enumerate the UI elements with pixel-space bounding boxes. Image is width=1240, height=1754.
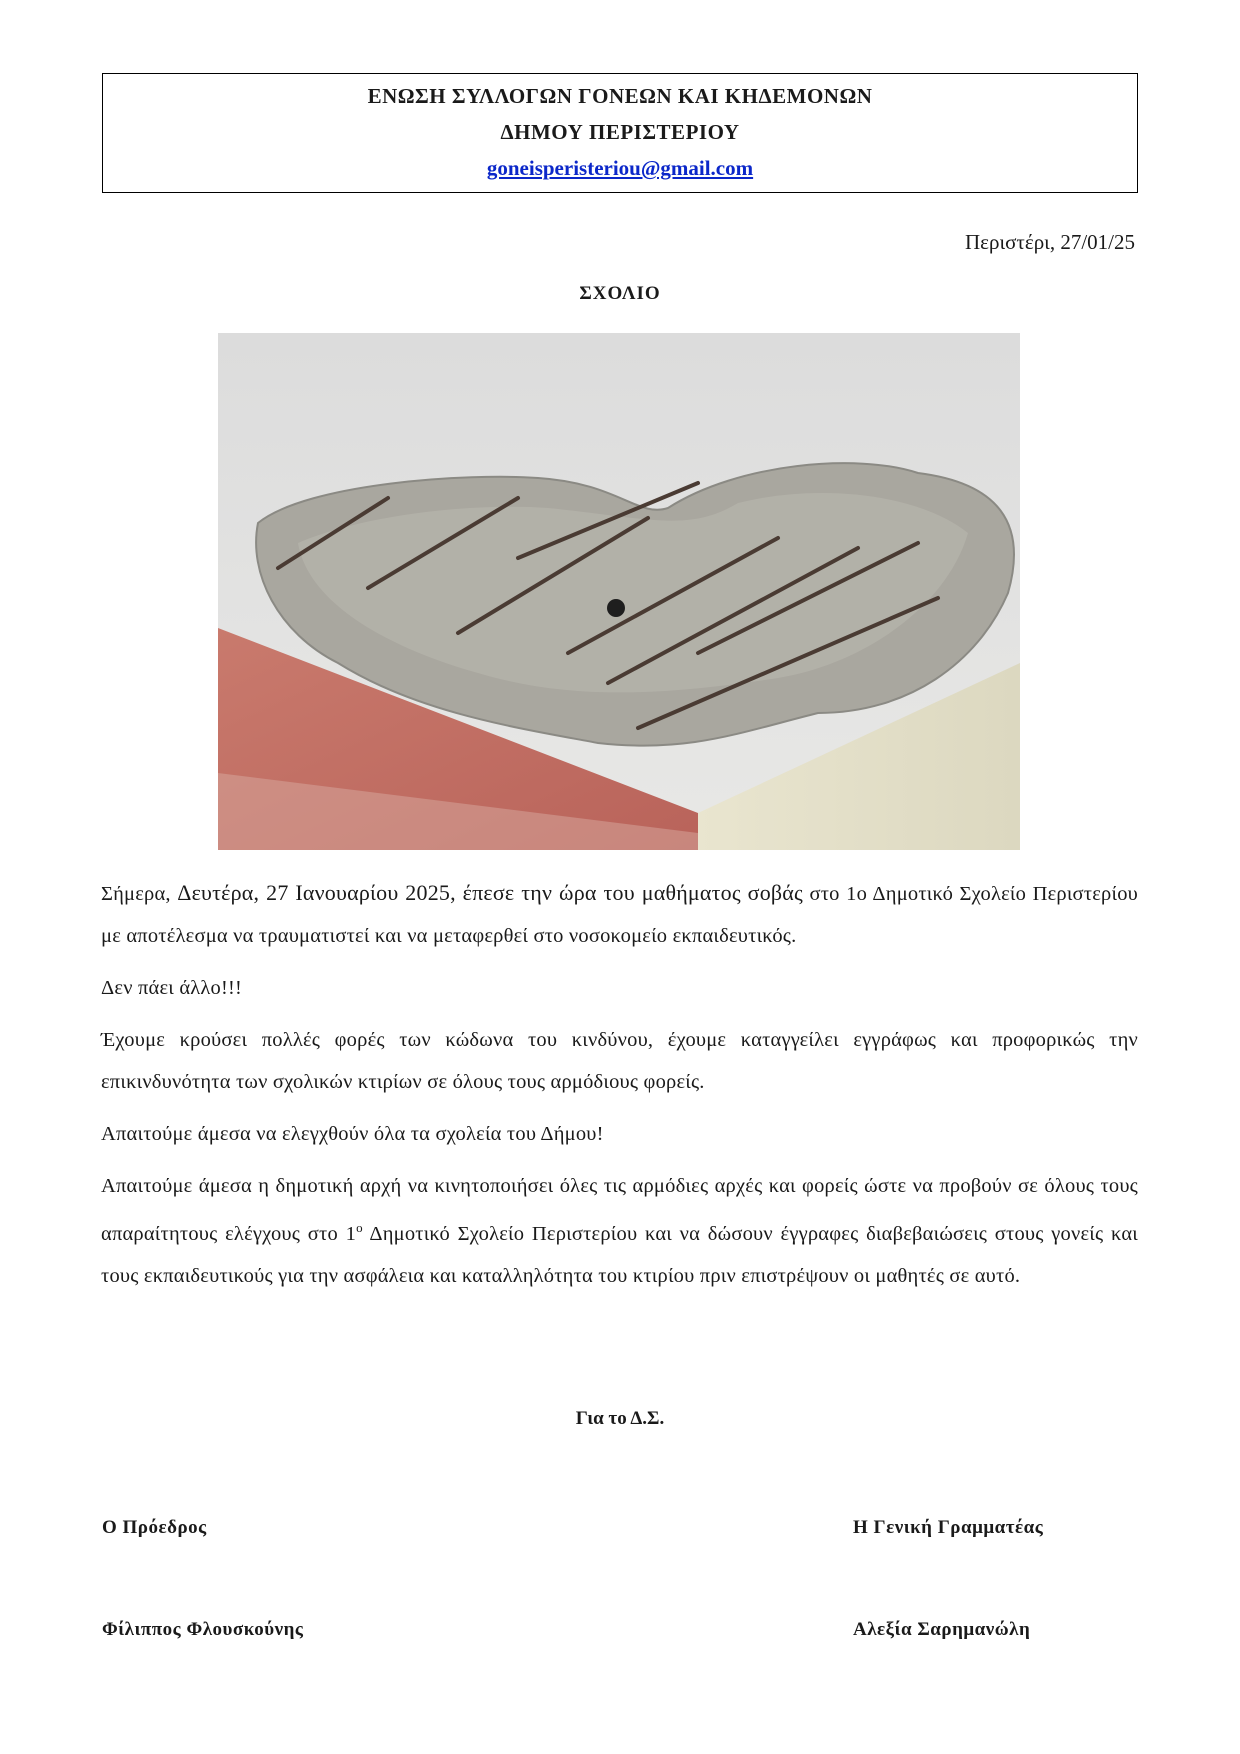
body-text <box>101 872 1138 1307</box>
for-board-label: Για το Δ.Σ. <box>575 1408 665 1429</box>
header-box <box>102 73 1138 193</box>
paragraph-demand-authority-start: Απαιτούμε άμεσα η δημοτική αρχή να κινητοποιήσει όλες τις αρμόδιες αρχές και φορείς ώστε να προβούν σε όλους τους απαραίτητους ελέγχους στο 1 <box>101 1175 1138 1245</box>
municipality-name: ΔΗΜΟΥ ΠΕΡΙΣΤΕΡΙΟΥ <box>500 120 740 144</box>
paragraph-demand-authority-end: Δημοτικό Σχολείο Περιστερίου και να δώσουν έγγραφες διαβεβαιώσεις στους γονείς και τους εκπαιδευτικούς για την ασφάλεια και καταλληλότητα του κτιρίου πριν επιστρέψουν οι μαθητές σε αυτό. <box>101 1222 1138 1287</box>
paragraph-demand-inspection: Απαιτούμε άμεσα να ελεγχθούν όλα τα σχολεία του Δήμου! <box>101 1123 604 1145</box>
document-date: Περιστέρι, 27/01/25 <box>965 230 1135 254</box>
organization-name: ΕΝΩΣΗ ΣΥΛΛΟΓΩΝ ΓΟΝΕΩΝ ΚΑΙ ΚΗΔΕΜΟΝΩΝ <box>367 84 873 108</box>
ordinal-superscript: ο <box>356 1220 363 1235</box>
secretary-title: Η Γενική Γραμματέας <box>853 1517 1044 1538</box>
paragraph-exclamation: Δεν πάει άλλο!!! <box>101 977 243 999</box>
paragraph-incident-emphasis: Δευτέρα, 27 Ιανουαρίου 2025, έπεσε την ώρα του μαθήματος σοβάς <box>177 880 803 905</box>
paragraph-incident-intro: Σήμερα, <box>101 883 171 905</box>
document-title: ΣΧΟΛΙΟ <box>579 283 661 304</box>
paragraph-incident <box>101 872 1138 957</box>
president-title: Ο Πρόεδρος <box>102 1517 207 1538</box>
damaged-ceiling-photo <box>218 333 1020 850</box>
paragraph-demand-authority <box>101 1165 1138 1297</box>
email-link[interactable]: goneisperisteriou@gmail.com <box>486 156 754 180</box>
paragraph-incident-rest: στο 1ο Δημοτικό Σχολείο Περιστερίου με αποτέλεσμα να τραυματιστεί και να μεταφερθεί στο νοσοκομείο εκπαιδευτικός. <box>101 883 1138 947</box>
secretary-name: Αλεξία Σαρημανώλη <box>853 1619 1031 1640</box>
president-name: Φίλιππος Φλουσκούνης <box>102 1619 304 1640</box>
paragraph-complaints: Έχουμε κρούσει πολλές φορές των κώδωνα του κινδύνου, έχουμε καταγγείλει εγγράφως και προφορικώς την επικινδυνότητα των σχολικών κτιρίων σε όλους τους αρμόδιους φορείς. <box>101 1029 1138 1093</box>
